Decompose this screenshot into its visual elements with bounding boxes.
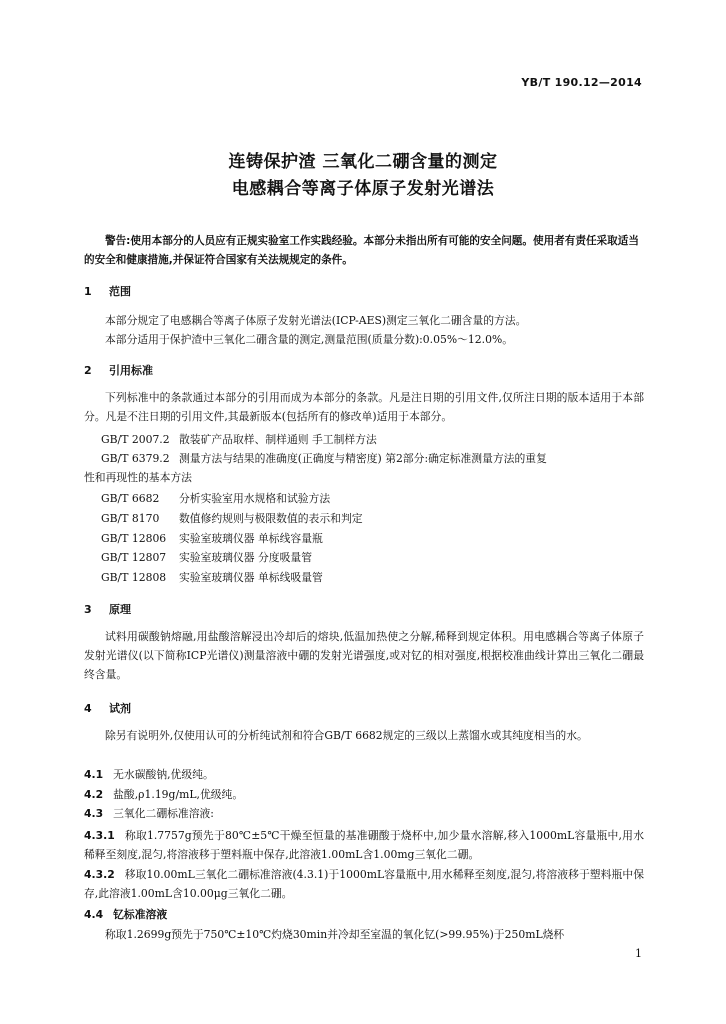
section-1-paragraph-2: 本部分适用于保护渣中三氧化二硼含量的测定,测量范围(质量分数):0.05%～12.0%。 — [105, 333, 513, 346]
reference-title: 分析实验室用水规格和试验方法 — [179, 492, 331, 505]
reference-code: GB/T 12807 — [101, 551, 167, 564]
section-4-heading — [84, 700, 131, 716]
reference-code: GB/T 12808 — [101, 571, 167, 584]
section-3-heading — [84, 601, 131, 617]
reference-item — [101, 550, 312, 565]
clause-text: 无水碳酸钠,优级纯。 — [113, 768, 214, 781]
reference-item — [101, 511, 363, 526]
reagent-item — [84, 767, 214, 782]
clause-text: 盐酸,ρ1.19g/mL,优级纯。 — [113, 788, 244, 801]
clause-text: 移取10.00mL三氧化二硼标准溶液(4.3.1)于1000mL容量瓶中,用水稀释至刻度,混匀,将溶液移于塑料瓶中保存,此溶液1.00mL含10.00μg三氧化二硼。 — [84, 868, 644, 900]
standard-code: YB/T 190.12—2014 — [521, 76, 642, 89]
reference-item — [101, 531, 323, 546]
reference-title: 数值修约规则与极限数值的表示和判定 — [179, 512, 363, 525]
clause-4-3-2 — [84, 865, 644, 903]
section-1-paragraph-1: 本部分规定了电感耦合等离子体原子发射光谱法(ICP-AES)测定三氧化二硼含量的方法。 — [105, 314, 527, 327]
clause-title: 钇标准溶液 — [113, 908, 168, 921]
reference-title: 散装矿产品取样、制样通则 手工制样方法 — [179, 433, 377, 446]
section-title: 引用标准 — [109, 364, 153, 377]
clause-4-4-heading — [84, 907, 177, 922]
page-number: 1 — [635, 947, 642, 960]
section-2-intro: 下列标准中的条款通过本部分的引用而成为本部分的条款。凡是注日期的引用文件,仅所注日期的版本适用于本部分。凡是不注日期的引用文件,其最新版本(包括所有的修改单)适用于本部分。 — [84, 391, 644, 423]
reference-title: 实验室玻璃仪器 单标线吸量管 — [179, 571, 323, 584]
reference-code: GB/T 2007.2 — [101, 433, 170, 446]
clause-number: 4.2 — [84, 788, 104, 801]
section-1-heading — [84, 283, 131, 299]
reference-item — [101, 432, 377, 447]
reference-item — [101, 570, 323, 585]
clause-number: 4.4 — [84, 908, 104, 921]
reference-code: GB/T 8170 — [101, 512, 160, 525]
clause-text: 三氧化二硼标准溶液: — [113, 807, 214, 820]
section-2-heading — [84, 362, 153, 378]
document-title-line2: 电感耦合等离子体原子发射光谱法 — [231, 179, 495, 199]
reference-code: GB/T 6682 — [101, 492, 160, 505]
reference-item — [101, 491, 330, 506]
section-number: 2 — [84, 364, 92, 377]
reference-code: GB/T 6379.2 — [101, 452, 170, 465]
reagent-item — [84, 787, 243, 802]
section-3-paragraph: 试料用碳酸钠熔融,用盐酸溶解浸出冷却后的熔块,低温加热使之分解,稀释到规定体积。用电感耦合等离子体原子发射光谱仪(以下简称ICP光谱仪)测量溶液中硼的发射光谱强度,或对钇的相对强度,根据校准曲线计算出三氧化二硼最终含量。 — [84, 630, 644, 681]
clause-number: 4.3.1 — [84, 829, 115, 842]
section-4-intro: 除另有说明外,仅使用认可的分析纯试剂和符合GB/T 6682规定的三级以上蒸馏水或其纯度相当的水。 — [105, 729, 588, 742]
clause-number: 4.3.2 — [84, 868, 115, 881]
section-number: 3 — [84, 603, 92, 616]
section-title: 试剂 — [109, 702, 131, 715]
clause-number: 4.3 — [84, 807, 104, 820]
clause-text: 称取1.7757g预先于80℃±5℃干燥至恒量的基准硼酸于烧杯中,加少量水溶解,移入1000mL容量瓶中,用水稀释至刻度,混匀,将溶液移于塑料瓶中保存,此溶液1.00mL含1.00mg三氧化二硼。 — [84, 829, 644, 861]
clause-number: 4.1 — [84, 768, 104, 781]
reference-code: GB/T 12806 — [101, 532, 167, 545]
reference-title: 实验室玻璃仪器 单标线容量瓶 — [179, 532, 323, 545]
reference-title: 性和再现性的基本方法 — [84, 471, 192, 484]
reference-item-continuation — [84, 470, 192, 485]
reference-title: 测量方法与结果的准确度(正确度与精密度) 第2部分:确定标准测量方法的重复 — [179, 452, 547, 465]
section-title: 范围 — [109, 285, 131, 298]
warning-paragraph: 警告:使用本部分的人员应有正规实验室工作实践经验。本部分未指出所有可能的安全问题。使用者有责任采取适当的安全和健康措施,并保证符合国家有关法规规定的条件。 — [84, 235, 639, 266]
reference-item — [101, 451, 547, 466]
clause-4-4-paragraph: 称取1.2699g预先于750℃±10℃灼烧30min并冷却至室温的氧化钇(>99.95%)于250mL烧杯 — [105, 928, 565, 941]
reagent-item — [84, 806, 214, 821]
clause-4-3-1 — [84, 826, 644, 864]
document-title-line1: 连铸保护渣 三氧化二硼含量的测定 — [228, 152, 498, 172]
section-number: 4 — [84, 702, 92, 715]
reference-title: 实验室玻璃仪器 分度吸量管 — [179, 551, 312, 564]
section-number: 1 — [84, 285, 92, 298]
section-title: 原理 — [109, 603, 131, 616]
